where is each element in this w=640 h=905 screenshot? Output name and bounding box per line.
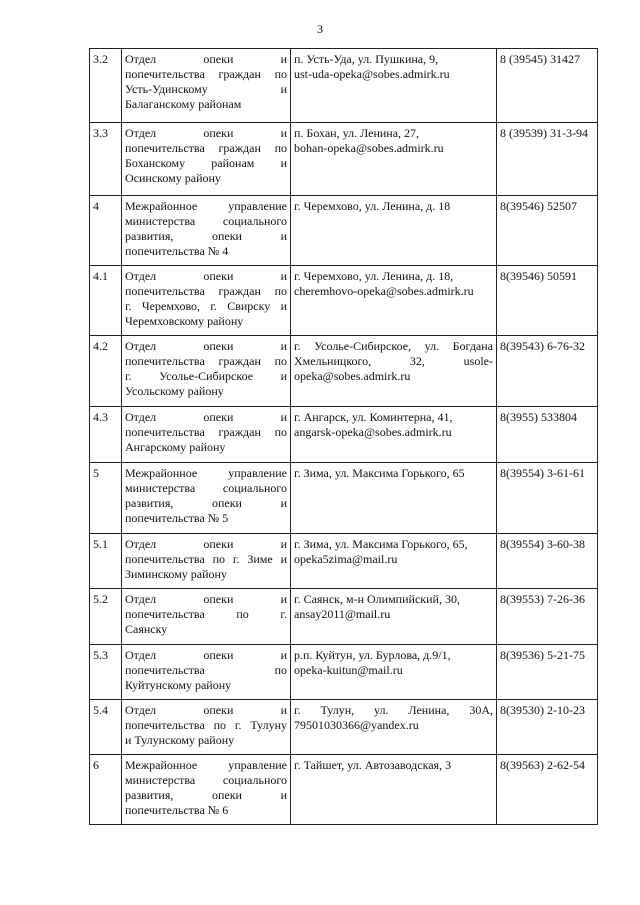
organization-name-cell (122, 463, 291, 534)
organization-name-line: г. Усолье-Сибирское и (125, 369, 287, 383)
table-row (90, 755, 598, 825)
address-line: г. Ангарск, ул. Коминтерна, 41, (294, 410, 453, 424)
organization-name-line: г. Черемхово, г. Свирску и (125, 299, 287, 313)
organization-name-cell (122, 700, 291, 755)
table-row (90, 645, 598, 700)
email-line: bohan-opeka@sobes.admirk.ru (294, 141, 444, 155)
organization-name-cell (122, 755, 291, 825)
organization-name-line: Зиминскому району (125, 567, 227, 581)
email-line: angarsk-opeka@sobes.admirk.ru (294, 425, 452, 439)
organization-name-line: попечительства по г. (125, 607, 287, 621)
organization-name-line: Отдел опеки и (125, 52, 287, 66)
organizations-table-body (90, 49, 598, 825)
address-cell (291, 196, 497, 266)
organization-name-line: Отдел опеки и (125, 648, 287, 662)
table-row (90, 336, 598, 407)
email-line: cheremhovo-opeka@sobes.admirk.ru (294, 284, 474, 298)
address-cell (291, 700, 497, 755)
address-line: г. Зима, ул. Максима Горького, 65 (294, 466, 465, 480)
organization-name-line: Куйтунскому району (125, 678, 232, 692)
address-line: г. Тулун, ул. Ленина, 30А, (294, 703, 493, 717)
organization-name-line: Отдел опеки и (125, 339, 287, 353)
organization-name-line: попечительства по г. Тулуну (125, 718, 287, 732)
phone-cell: 8(3955) 533804 (497, 407, 598, 463)
email-line: ust-uda-opeka@sobes.admirk.ru (294, 67, 450, 81)
organization-name-cell (122, 336, 291, 407)
organization-name-cell (122, 196, 291, 266)
organization-name-line: министерства социального (125, 773, 287, 787)
row-number-cell: 3.2 (90, 49, 122, 123)
organization-name-line: Осинскому району (125, 171, 221, 185)
page-number: 3 (317, 22, 323, 36)
table-row (90, 700, 598, 755)
address-line: г. Зима, ул. Максима Горького, 65, (294, 537, 468, 551)
organization-name-line: попечительства граждан по (125, 284, 287, 298)
organization-name-cell (122, 534, 291, 589)
table-row (90, 463, 598, 534)
row-number-cell: 4 (90, 196, 122, 266)
organization-name-line: Отдел опеки и (125, 126, 287, 140)
phone-cell: 8(39546) 52507 (497, 196, 598, 266)
row-number-cell: 5.3 (90, 645, 122, 700)
organization-name-line: попечительства граждан по (125, 354, 287, 368)
email-line: opeka-kuitun@mail.ru (294, 663, 403, 677)
address-cell (291, 49, 497, 123)
organization-name-line: Черемховскому району (125, 314, 244, 328)
address-line: г. Саянск, м-н Олимпийский, 30, (294, 592, 460, 606)
organization-name-line: Отдел опеки и (125, 703, 287, 717)
table-row (90, 266, 598, 336)
row-number-cell: 4.3 (90, 407, 122, 463)
organization-name-line: развития, опеки и (125, 788, 287, 802)
organization-name-cell (122, 589, 291, 645)
address-line: г. Тайшет, ул. Автозаводская, 3 (294, 758, 452, 772)
phone-cell: 8(39543) 6-76-32 (497, 336, 598, 407)
phone-cell: 8(39554) 3-60-38 (497, 534, 598, 589)
address-cell (291, 336, 497, 407)
phone-cell: 8(39530) 2-10-23 (497, 700, 598, 755)
address-line: п. Усть-Уда, ул. Пушкина, 9, (294, 52, 439, 66)
email-line: ansay2011@mail.ru (294, 607, 391, 621)
organization-name-line: Отдел опеки и (125, 537, 287, 551)
address-cell (291, 266, 497, 336)
organization-name-line: попечительства граждан по (125, 67, 287, 81)
organization-name-cell (122, 266, 291, 336)
organization-name-line: Отдел опеки и (125, 269, 287, 283)
address-line: Хмельницкого, 32, usole- (294, 354, 493, 368)
organization-name-line: Боханскому районам и (125, 156, 287, 170)
table-row (90, 123, 598, 196)
address-cell (291, 123, 497, 196)
organization-name-cell (122, 645, 291, 700)
organization-name-line: развития, опеки и (125, 229, 287, 243)
address-line: р.п. Куйтун, ул. Бурлова, д.9/1, (294, 648, 451, 662)
organization-name-cell (122, 49, 291, 123)
address-line: г. Усолье-Сибирское, ул. Богдана (294, 339, 493, 353)
organization-name-line: попечительства по (125, 663, 287, 677)
address-cell (291, 755, 497, 825)
address-cell (291, 407, 497, 463)
organization-name-cell (122, 123, 291, 196)
organization-name-line: попечительства № 4 (125, 244, 229, 258)
phone-cell: 8(39554) 3-61-61 (497, 463, 598, 534)
address-cell (291, 463, 497, 534)
row-number-cell: 5 (90, 463, 122, 534)
email-line: opeka@sobes.admirk.ru (294, 369, 411, 383)
address-cell (291, 589, 497, 645)
address-cell (291, 534, 497, 589)
organizations-table (89, 48, 598, 825)
organization-name-line: и Тулунскому району (125, 733, 235, 747)
organization-name-line: попечительства граждан по (125, 141, 287, 155)
organization-name-line: Отдел опеки и (125, 410, 287, 424)
row-number-cell: 4.2 (90, 336, 122, 407)
organization-name-line: Усть-Удинскому и (125, 82, 287, 96)
phone-cell: 8(39546) 50591 (497, 266, 598, 336)
phone-cell: 8 (39539) 31-3-94 (497, 123, 598, 196)
address-line: г. Черемхово, ул. Ленина, д. 18 (294, 199, 451, 213)
organization-name-line: Ангарскому району (125, 440, 226, 454)
organization-name-line: Саянску (125, 622, 168, 636)
organization-name-line: Межрайонное управление (125, 199, 287, 213)
organization-name-line: попечительства № 6 (125, 803, 229, 817)
row-number-cell: 3.3 (90, 123, 122, 196)
row-number-cell: 6 (90, 755, 122, 825)
organization-name-line: министерства социального (125, 481, 287, 495)
email-line: opeka5zima@mail.ru (294, 552, 398, 566)
organization-name-line: попечительства по г. Зиме и (125, 552, 287, 566)
email-line: 79501030366@yandex.ru (294, 718, 419, 732)
organization-name-line: развития, опеки и (125, 496, 287, 510)
organization-name-line: Балаганскому районам (125, 97, 242, 111)
organization-name-line: Усольскому району (125, 384, 224, 398)
organization-name-cell (122, 407, 291, 463)
organization-name-line: попечительства граждан по (125, 425, 287, 439)
table-row (90, 196, 598, 266)
phone-cell: 8 (39545) 31427 (497, 49, 598, 123)
phone-cell: 8(39563) 2-62-54 (497, 755, 598, 825)
row-number-cell: 4.1 (90, 266, 122, 336)
organization-name-line: попечительства № 5 (125, 511, 229, 525)
address-cell (291, 645, 497, 700)
table-row (90, 407, 598, 463)
phone-cell: 8(39553) 7-26-36 (497, 589, 598, 645)
organization-name-line: Отдел опеки и (125, 592, 287, 606)
phone-cell: 8(39536) 5-21-75 (497, 645, 598, 700)
table-row (90, 49, 598, 123)
table-row (90, 534, 598, 589)
address-line: г. Черемхово, ул. Ленина, д. 18, (294, 269, 454, 283)
organization-name-line: Межрайонное управление (125, 466, 287, 480)
row-number-cell: 5.4 (90, 700, 122, 755)
organization-name-line: Межрайонное управление (125, 758, 287, 772)
address-line: п. Бохан, ул. Ленина, 27, (294, 126, 420, 140)
row-number-cell: 5.2 (90, 589, 122, 645)
table-row (90, 589, 598, 645)
row-number-cell: 5.1 (90, 534, 122, 589)
organization-name-line: министерства социального (125, 214, 287, 228)
